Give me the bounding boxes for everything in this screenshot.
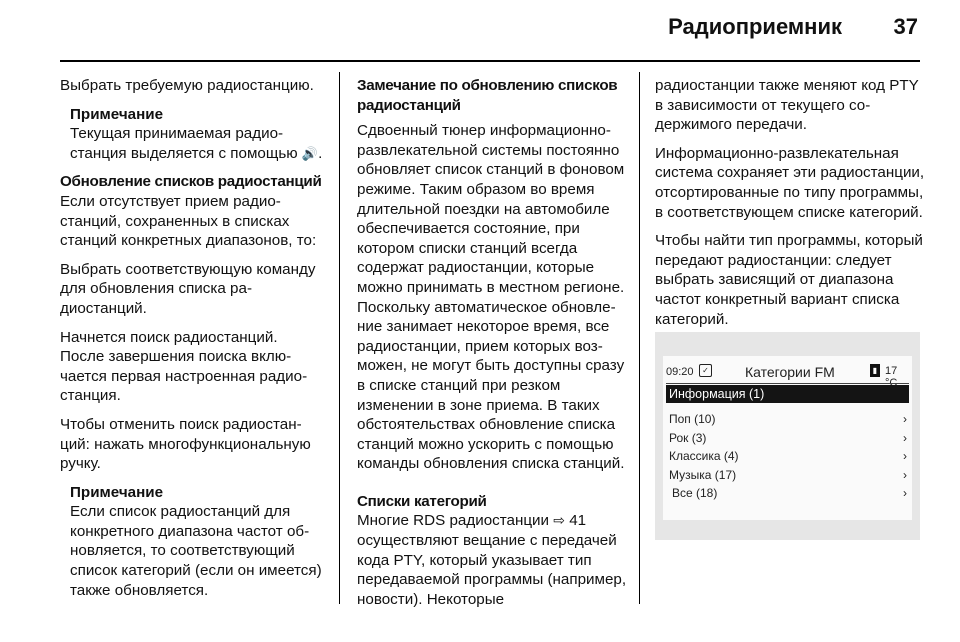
paragraph-text: осуществляют вещание с передачей кода PTY, который указывает тип передаваемой программы (например, новости). Некоторые	[357, 532, 627, 608]
paragraph	[357, 511, 627, 609]
paragraph-text: Многие RDS радиостанции	[357, 512, 550, 530]
chevron-right-icon: ›	[903, 468, 907, 482]
paragraph: Чтобы отменить поиск радиостанций: нажать многофункциональную ручку.	[60, 415, 311, 473]
clock-icon: ✓	[699, 364, 712, 377]
note-block	[60, 483, 324, 601]
paragraph: Если отсутствует прием радиостанций, сохраненных в списках станций конкретных диапазонов, то:	[60, 192, 317, 250]
selected-category-item[interactable]: Информация (1)	[666, 385, 909, 403]
paragraph: Чтобы найти тип программы, который передают радиостанции: следует выбрать зависящий от диапазона частот конкретный вариант списка категорий.	[655, 232, 923, 328]
category-label: Поп (10)	[669, 412, 716, 426]
paragraph: Информационно-развлекательная система сохраняет эти радиостанции, отсортированные по типу программы, в соответствующем списке категорий.	[655, 144, 925, 221]
category-item[interactable]	[669, 447, 909, 465]
column-2	[357, 76, 627, 618]
page-number: 37	[893, 14, 918, 39]
page-reference: 41	[569, 512, 587, 530]
column-divider	[639, 72, 640, 604]
page-section-title: Радиоприемник	[668, 14, 842, 39]
screen-title: Категории FM	[745, 364, 835, 380]
radio-wave-icon: 🔊	[301, 145, 319, 161]
screen-rule	[666, 383, 909, 384]
section-heading: Обновление списков радиостанций	[60, 173, 322, 191]
screen-photo	[655, 332, 920, 540]
thermometer-icon: ▮	[870, 364, 880, 377]
category-item[interactable]	[669, 466, 909, 484]
paragraph: Выбрать соответствующую команду для обновления списка радиостанций.	[60, 260, 316, 317]
screen-temperature: 17	[885, 365, 898, 377]
note-text: Текущая принимаемая радиостанция выделяется с помощью	[70, 125, 298, 162]
chevron-right-icon: ›	[903, 449, 907, 463]
note-block: Примечание Текущая принимаемая радиостанция выделяется с помощью 🔊.	[70, 105, 323, 162]
section-heading: Списки категорий	[357, 492, 487, 510]
page-reference-arrow-icon: ⇨	[553, 512, 565, 529]
column-divider	[339, 72, 340, 604]
paragraph: радиостанции также меняют код PTY в зависимости от текущего содержимого передачи.	[655, 77, 919, 134]
paragraph: Выбрать требуемую радиостанцию.	[60, 77, 314, 94]
paragraph: Начнется поиск радиостанций. После завершения поиска включается первая настроенная радиостанция.	[60, 328, 308, 405]
category-label: Все (18)	[672, 486, 718, 500]
column-3	[655, 76, 927, 338]
note-title: Примечание	[70, 483, 164, 501]
chevron-right-icon: ›	[903, 412, 907, 426]
header-rule	[60, 60, 920, 62]
category-item[interactable]	[669, 429, 909, 447]
note-title: Примечание	[70, 105, 164, 123]
chevron-right-icon: ›	[903, 431, 907, 445]
column-1	[60, 76, 324, 609]
category-item[interactable]	[669, 410, 909, 428]
category-item[interactable]	[669, 484, 909, 502]
category-label: Рок (3)	[669, 431, 707, 445]
section-heading: Замечание по обновлению списков радиостанций	[357, 77, 618, 114]
note-text: Если список радиостанций для конкретного диапазона частот обновляется, то соответствующий список категорий (если он имеется) также обновляется.	[70, 503, 322, 599]
paragraph: Сдвоенный тюнер информационно-развлекательной системы постоянно обновляет список станций в фоновом режиме. Таким образом во время длительной поездки на автомобиле обеспечивается состояние, при котором списки станций всегда содержат радиостанции, которые можно принимать в местном регионе. Поскольку автоматическое обновление занимает некоторое время, все радиостанции, прием которых возможен, не могут быть доступны сразу в списке станций при резком изменении в зоне приема. В таких обстоятельствах обновление списка станций можно ускорить с помощью команды обновления списка станций.	[357, 122, 625, 473]
category-label: Классика (4)	[669, 449, 739, 463]
screen-time: 09:20	[666, 366, 694, 378]
infotainment-screen	[663, 356, 912, 520]
category-label: Музыка (17)	[669, 468, 737, 482]
chevron-right-icon: ›	[903, 486, 907, 500]
